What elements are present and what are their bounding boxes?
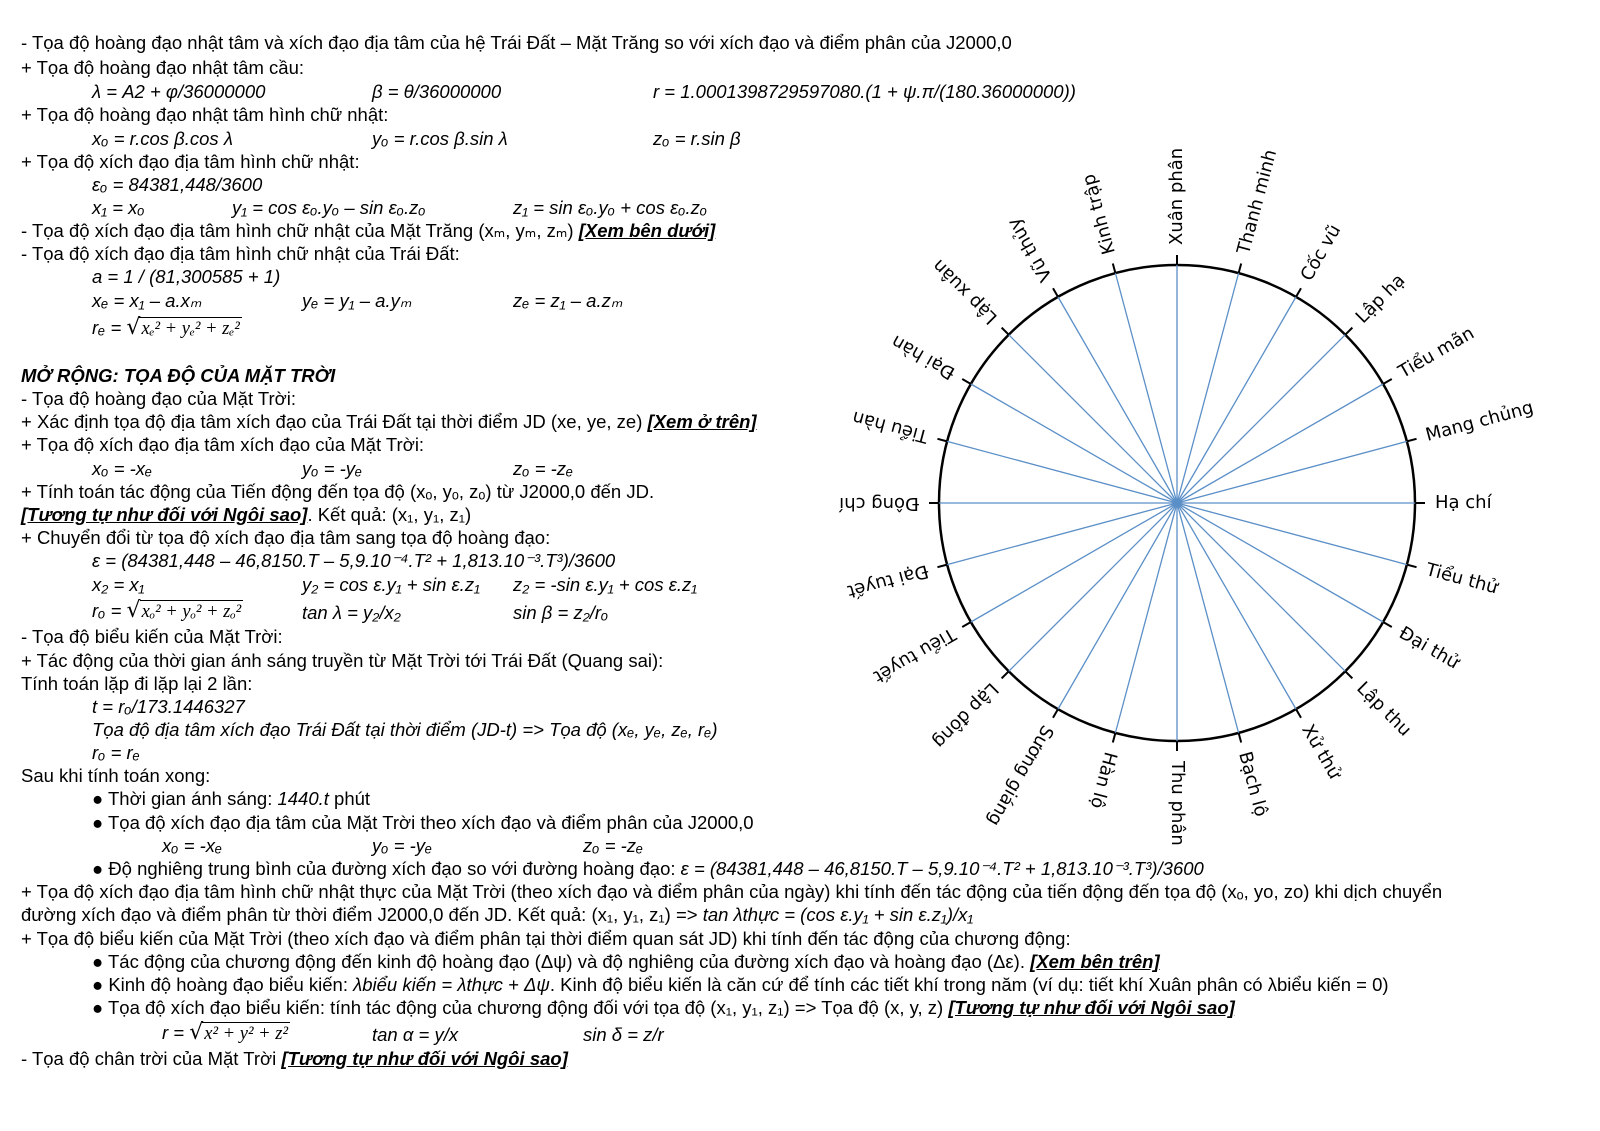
link-similar-star-2[interactable]: [Tương tự như đối với Ngôi sao]: [948, 997, 1235, 1018]
formula-epsilon-o: εₒ = 84381,448/3600: [92, 174, 263, 195]
line-apparent-sun: - Tọa độ biểu kiến của Mặt Trời:: [21, 626, 283, 647]
formula-beta: β = θ/36000000: [372, 81, 502, 102]
bullet-obliquity: ● Độ nghiêng trung bình của đường xích đạo so với đường hoàng đạo: ε = (84381,448 – 46,8150.T – 5,9.10⁻⁴.T² + 1,813.10⁻³.T³)/3600: [92, 858, 1204, 879]
tick-mark: [962, 379, 971, 384]
formula-a: a = 1 / (81,300585 + 1): [92, 266, 281, 287]
formula-r: r = 1.0001398729597080.(1 + ψ.π/(180.36000000)): [653, 81, 1076, 102]
formula-y1: y₁ = cos εₒ.yₒ – sin εₒ.zₒ: [232, 197, 426, 218]
solar-term-label: Vũ thủy: [1003, 213, 1057, 286]
formula-sin-delta: sin δ = z/r: [583, 1024, 664, 1045]
tick-mark: [1239, 733, 1242, 743]
line-moon-rect: - Tọa độ xích đạo địa tâm hình chữ nhật của Mặt Trăng (xₘ, yₘ, zₘ) [Xem bên dưới]: [21, 220, 716, 241]
solar-term-label: Hàn lộ: [1085, 749, 1121, 811]
bullet-light-time: ● Thời gian ánh sáng: 1440.t phút: [92, 788, 371, 809]
formula-re: rₑ = √xₑ² + yₑ² + zₑ²: [92, 315, 240, 340]
solar-term-label: Kinh trập: [1078, 171, 1120, 257]
solar-term-label: Lập xuân: [928, 255, 1002, 329]
formula-ro-re: rₒ = rₑ: [92, 742, 140, 763]
solar-term-label: Tiểu hàn: [850, 406, 931, 447]
line-determine-earth: + Xác định tọa độ địa tâm xích đạo của Trái Đất tại thời điểm JD (xe, ye, ze) [Xem ở trên]: [21, 411, 757, 432]
line-precession: + Tính toán tác động của Tiến động đến tọa độ (xₒ, yₒ, zₒ) từ J2000,0 đến JD.: [21, 481, 655, 502]
tick-mark: [1002, 328, 1009, 335]
spoke-line: [947, 503, 1177, 565]
bullet-apparent-equatorial: ● Tọa độ xích đạo biểu kiến: tính tác động của chương động đối với tọa độ (x₁, y₁, z₁) => Tọa độ (x, y, z) [Tương tự như đối với Ngôi sao]: [92, 997, 1235, 1018]
spoke-line: [1115, 273, 1177, 503]
solar-term-label: Cốc vũ: [1296, 221, 1346, 285]
formula-xo: xₒ = r.cos β.cos λ: [92, 128, 233, 149]
tick-mark: [962, 622, 971, 627]
line-apparent-nutation: + Tọa độ biểu kiến của Mặt Trời (theo xích đạo và điểm phân tại thời điểm quan sát JD) khi tính đến tác động của chương động:: [21, 928, 1071, 949]
spoke-line: [1177, 503, 1345, 671]
tick-mark: [937, 565, 947, 568]
spoke-line: [971, 384, 1177, 503]
line-aberration: + Tác động của thời gian ánh sáng truyền từ Mặt Trời tới Trái Đất (Quang sai):: [21, 650, 664, 671]
link-similar-star-3[interactable]: [Tương tự như đối với Ngôi sao]: [281, 1048, 568, 1069]
tick-mark: [1239, 263, 1242, 273]
tick-mark: [1053, 709, 1058, 718]
formula-tan-lambda: tan λ = y₂/x₂: [302, 602, 401, 623]
line-iterate: Tính toán lặp đi lặp lại 2 lần:: [21, 673, 253, 694]
spoke-line: [1177, 273, 1239, 503]
spoke-line: [1058, 503, 1177, 709]
spoke-line: [1058, 297, 1177, 503]
spoke-line: [947, 441, 1177, 503]
line-convert-ecliptic: + Chuyển đổi từ tọa độ xích đạo địa tâm sang tọa độ hoàng đạo:: [21, 527, 551, 548]
solar-term-label: Tiểu mãn: [1394, 322, 1478, 383]
line-similar-star: [Tương tự như đối với Ngôi sao]. Kết quả: (x₁, y₁, z₁): [21, 504, 472, 525]
formula-tan-alpha: tan α = y/x: [372, 1024, 459, 1045]
formula-zo-final: zₒ = -zₑ: [583, 835, 644, 856]
solar-term-label: Tiểu thử: [1423, 559, 1501, 599]
formula-ze: zₑ = z₁ – a.zₘ: [513, 290, 623, 311]
spoke-line: [1177, 335, 1345, 503]
solar-term-label: Xử thử: [1297, 720, 1346, 783]
tick-mark: [1296, 709, 1301, 718]
spoke-line: [1177, 503, 1383, 622]
formula-z1: z₁ = sin εₒ.yₒ + cos εₒ.zₒ: [513, 197, 708, 218]
link-see-above[interactable]: [Xem ở trên]: [647, 411, 757, 432]
spoke-line: [1177, 441, 1407, 503]
formula-zo: zₒ = r.sin β: [653, 128, 741, 149]
formula-xo-sun: xₒ = -xₑ: [92, 458, 153, 479]
line-true-sun: + Tọa độ xích đạo địa tâm hình chữ nhật thực của Mặt Trời (theo xích đạo và điểm phân của ngày) khi tính đến tác động của tiến động đến tọa độ (xₒ, yo, zo) khi dịch chuyển: [21, 881, 1443, 902]
formula-x2: x₂ = x₁: [92, 574, 145, 595]
solar-term-label: Xuân phân: [1166, 147, 1187, 245]
heading-sun-coordinates: MỞ RỘNG: TỌA ĐỘ CỦA MẶT TRỜI: [21, 365, 336, 386]
formula-epsilon: ε = (84381,448 – 46,8150.T – 5,9.10⁻⁴.T² + 1,813.10⁻³.T³)/3600: [92, 550, 616, 571]
spoke-line: [1177, 503, 1239, 733]
solar-term-label: Đại tuyết: [845, 560, 931, 602]
solar-term-label: Hạ chí: [1435, 492, 1492, 513]
formula-x1: x₁ = xₒ: [92, 197, 145, 218]
formula-ye: yₑ = y₁ – a.yₘ: [302, 290, 412, 311]
line-geocentric-rect: + Tọa độ xích đạo địa tâm hình chữ nhật:: [21, 151, 360, 172]
tick-mark: [1407, 565, 1417, 568]
formula-y2: y₂ = cos ε.y₁ + sin ε.z₁: [302, 574, 480, 595]
spoke-line: [1115, 503, 1177, 733]
solar-term-label: Tiểu tuyết: [869, 623, 960, 687]
line-heliocentric-rect: + Tọa độ hoàng đạo nhật tâm hình chữ nhật:: [21, 104, 389, 125]
formula-ro: rₒ = √xₒ² + yₒ² + zₒ²: [92, 598, 242, 623]
solar-term-label: Sương giáng: [982, 721, 1058, 830]
tick-mark: [1296, 288, 1301, 297]
spoke-line: [1009, 503, 1177, 671]
formula-lambda: λ = A2 + φ/36000000: [92, 81, 266, 102]
line-sun-equatorial: + Tọa độ xích đạo địa tâm xích đạo của Mặt Trời:: [21, 434, 425, 455]
line-sun-ecliptic: - Tọa độ hoàng đạo của Mặt Trời:: [21, 388, 297, 409]
line-heliocentric-spherical: + Tọa độ hoàng đạo nhật tâm cầu:: [21, 57, 305, 78]
solar-term-label: Mang chủng: [1423, 396, 1536, 446]
spoke-line: [1177, 503, 1296, 709]
tick-mark: [1113, 263, 1116, 273]
formula-sin-beta: sin β = z₂/rₒ: [513, 602, 609, 623]
link-similar-star-1[interactable]: [Tương tự như đối với Ngôi sao]: [21, 504, 308, 525]
solar-term-label: Bạch lộ: [1234, 749, 1272, 819]
formula-yo-final: yₒ = -yₑ: [372, 835, 433, 856]
formula-r-final: r = √x² + y² + z²: [162, 1020, 289, 1045]
bullet-nutation: ● Tác động của chương động đến kinh độ hoàng đạo (Δψ) và độ nghiêng của đường xích đạo và hoàng đạo (Δε). [Xem bên trên]: [92, 951, 1160, 972]
formula-zo-sun: zₒ = -zₑ: [513, 458, 574, 479]
formula-z2: z₂ = -sin ε.y₁ + cos ε.z₁: [513, 574, 698, 595]
formula-earth-jd-t: Tọa độ địa tâm xích đạo Trái Đất tại thời điểm (JD-t) => Tọa độ (xₑ, yₑ, zₑ, rₑ): [92, 719, 718, 740]
tick-mark: [1053, 288, 1058, 297]
spoke-line: [1177, 384, 1383, 503]
solar-term-label: Đông chí: [839, 493, 919, 514]
formula-xo-final: xₒ = -xₑ: [162, 835, 223, 856]
tick-mark: [1113, 733, 1116, 743]
line-true-sun-2: đường xích đạo và điểm phân từ thời điểm J2000,0 đến JD. Kết quả: (x₁, y₁, z₁) => tan λthực = (cos ε.y₁ + sin ε.z₁)/x₁: [21, 904, 974, 925]
link-see-below[interactable]: [Xem bên dưới]: [578, 220, 716, 241]
tick-mark: [1345, 671, 1352, 678]
tick-mark: [1383, 379, 1392, 384]
formula-xe: xₑ = x₁ – a.xₘ: [92, 290, 202, 311]
line-horizontal: - Tọa độ chân trời của Mặt Trời [Tương tự như đối với Ngôi sao]: [21, 1048, 568, 1069]
spoke-line: [1009, 335, 1177, 503]
tick-mark: [1345, 328, 1352, 335]
solar-term-label: Lập đông: [928, 678, 1003, 753]
tick-mark: [1407, 439, 1417, 442]
bullet-apparent-longitude: ● Kinh độ hoàng đạo biểu kiến: λbiểu kiến = λthực + Δψ. Kinh độ biểu kiến là căn cứ để tính các tiết khí trong năm (ví dụ: tiết khí Xuân phân có λbiểu kiến = 0): [92, 974, 1389, 995]
formula-yo-sun: yₒ = -yₑ: [302, 458, 363, 479]
formula-t: t = rₒ/173.1446327: [92, 696, 245, 717]
solar-term-label: Lập hạ: [1351, 269, 1410, 328]
line-after-calc: Sau khi tính toán xong:: [21, 765, 211, 786]
formula-yo: yₒ = r.cos β.sin λ: [372, 128, 508, 149]
tick-mark: [937, 439, 947, 442]
solar-term-label: Thanh minh: [1233, 147, 1282, 257]
tick-mark: [1383, 622, 1392, 627]
solar-term-label: Đại thử: [1395, 622, 1463, 674]
solar-term-label: Thu phân: [1167, 761, 1188, 846]
line-earth-rect: - Tọa độ xích đạo địa tâm hình chữ nhật của Trái Đất:: [21, 243, 460, 264]
spoke-line: [971, 503, 1177, 622]
solar-term-label: Đại hàn: [887, 330, 959, 384]
line-intro: - Tọa độ hoàng đạo nhật tâm và xích đạo địa tâm của hệ Trái Đất – Mặt Trăng so với xích đạo và điểm phân của J2000,0: [21, 32, 1012, 53]
bullet-sun-equatorial: ● Tọa độ xích đạo địa tâm của Mặt Trời theo xích đạo và điểm phân của J2000,0: [92, 812, 754, 833]
link-see-above-2[interactable]: [Xem bên trên]: [1030, 951, 1160, 972]
spoke-line: [1177, 503, 1407, 565]
spoke-line: [1177, 297, 1296, 503]
tick-mark: [1002, 671, 1009, 678]
solar-term-label: Lập thu: [1352, 677, 1416, 741]
